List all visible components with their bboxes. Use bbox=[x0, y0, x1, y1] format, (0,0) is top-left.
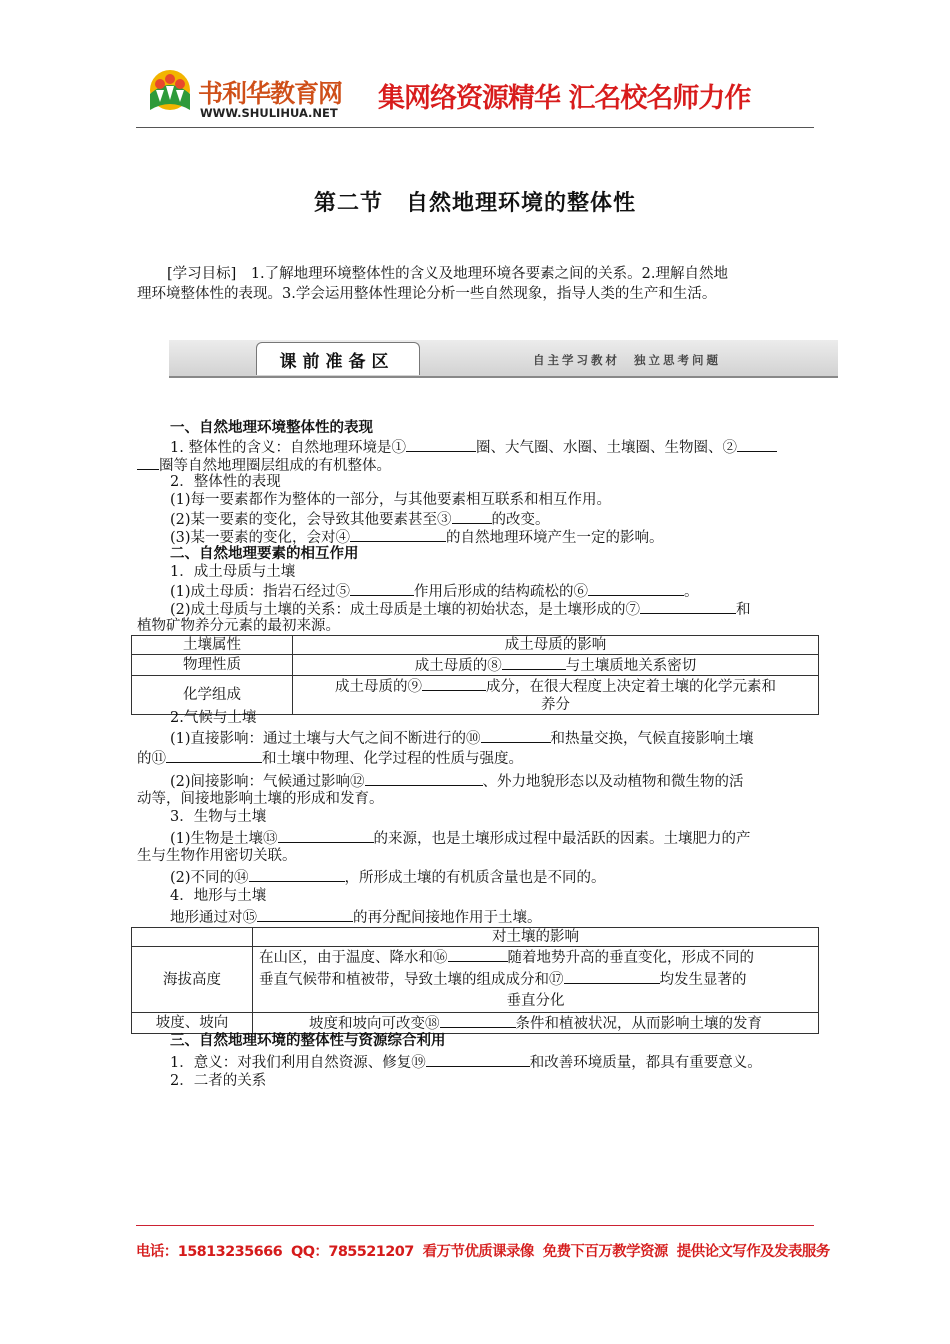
blank-9[interactable] bbox=[422, 676, 486, 691]
table-cell: 在山区，由于温度、降水和⑯ 随着地势升高的垂直变化，形成不同的 垂直气候带和植被带，导致土壤的组成成分和⑰ 均发生显著的 垂直分化 bbox=[253, 947, 819, 1013]
text-line: (2)不同的⑭ ，所形成土壤的有机质含量也是不同的。 bbox=[170, 867, 606, 887]
blank-19[interactable] bbox=[426, 1052, 530, 1067]
learning-goals bbox=[137, 264, 815, 304]
table-row-label: 海拔高度 bbox=[132, 947, 253, 1013]
text-line: 2.气候与土壤 bbox=[170, 710, 257, 726]
blank-7[interactable] bbox=[640, 599, 736, 614]
text-line: 1．成土母质与土壤 bbox=[170, 564, 296, 580]
blank-13[interactable] bbox=[278, 828, 374, 843]
text-line: (1)成土母质：指岩石经过⑤ 作用后形成的结构疏松的⑥ 。 bbox=[170, 581, 699, 601]
section-band-label: 课前准备区 bbox=[279, 352, 395, 372]
table-row-label: 物理性质 bbox=[132, 655, 293, 676]
blank-2-cont[interactable] bbox=[137, 455, 159, 470]
text-line: 圈等自然地理圈层组成的有机整体。 bbox=[137, 455, 391, 475]
blank-1[interactable] bbox=[406, 437, 476, 452]
text-line: (2)成土母质与土壤的关系：成土母质是土壤的初始状态，是土壤形成的⑦ 和 bbox=[170, 599, 751, 619]
table-row-label: 化学组成 bbox=[132, 676, 293, 715]
table-header-cell bbox=[132, 928, 253, 947]
page-title: 第二节 自然地理环境的整体性 bbox=[313, 191, 636, 216]
blank-6[interactable] bbox=[588, 581, 684, 596]
text-line: 2．二者的关系 bbox=[170, 1073, 267, 1089]
learning-goals-line: [学习目标] 1.了解地理环境整体性的含义及地理环境各要素之间的关系。2.理解自然地 bbox=[167, 266, 728, 282]
text-line: 4．地形与土壤 bbox=[170, 888, 267, 904]
text-line: (3)某一要素的变化，会对④ 的自然地理环境产生一定的影响。 bbox=[170, 527, 664, 547]
blank-15[interactable] bbox=[257, 907, 353, 922]
blank-14[interactable] bbox=[249, 867, 345, 882]
text-line: 1. 整体性的含义：自然地理环境是① 圈、大气圈、水圈、土壤圈、生物圈、② bbox=[170, 437, 777, 457]
blank-4[interactable] bbox=[350, 527, 446, 542]
text-line: 植物矿物养分元素的最初来源。 bbox=[137, 618, 340, 634]
table-header-cell: 对土壤的影响 bbox=[253, 928, 819, 947]
blank-3[interactable] bbox=[452, 509, 492, 524]
blank-12[interactable] bbox=[365, 771, 483, 786]
section-heading: 三、自然地理环境的整体性与资源综合利用 bbox=[170, 1033, 446, 1049]
blank-11[interactable] bbox=[166, 748, 262, 763]
blank-8[interactable] bbox=[502, 655, 566, 670]
section-heading: 二、自然地理要素的相互作用 bbox=[170, 546, 359, 562]
text-line: 1．意义：对我们利用自然资源、修复⑲ 和改善环境质量，都具有重要意义。 bbox=[170, 1052, 762, 1072]
text-line: 2．整体性的表现 bbox=[170, 474, 281, 490]
table-header-cell: 成土母质的影响 bbox=[293, 636, 819, 655]
blank-18[interactable] bbox=[440, 1013, 516, 1028]
brand-name: 书利华教育网 bbox=[198, 79, 343, 108]
text-line: (2)间接影响：气候通过影响⑫ 、外力地貌形态以及动植物和微生物的活 bbox=[170, 771, 744, 791]
table-row-label: 坡度、坡向 bbox=[132, 1013, 253, 1034]
learning-goals-line: 理环境整体性的表现。3.学会运用整体性理论分析一些自然现象，指导人类的生产和生活。 bbox=[137, 286, 717, 302]
text-line: (1)生物是土壤⑬ 的来源，也是土壤形成过程中最活跃的因素。土壤肥力的产 bbox=[170, 828, 751, 848]
header-slogan: 集网络资源精华 汇名校名师力作 bbox=[378, 83, 751, 114]
site-logo-icon bbox=[140, 68, 200, 116]
section-band-slogan: 自主学习教材 独立思考问题 bbox=[533, 353, 722, 367]
blank-16[interactable] bbox=[448, 947, 508, 962]
table-header-cell: 土壤属性 bbox=[132, 636, 293, 655]
terrain-table bbox=[131, 927, 819, 1034]
blank-10[interactable] bbox=[481, 728, 551, 743]
header-divider bbox=[136, 127, 814, 128]
text-line: 3．生物与土壤 bbox=[170, 809, 267, 825]
section-heading: 一、自然地理环境整体性的表现 bbox=[170, 420, 373, 436]
blank-17[interactable] bbox=[564, 969, 660, 984]
footer-contact: 电话：15813235666 QQ：785521207 看万节优质课录像 免费下百万教学资源 提供论文写作及发表服务 bbox=[136, 1244, 830, 1260]
blank-5[interactable] bbox=[350, 581, 414, 596]
text-line: (1)每一要素都作为整体的一部分，与其他要素相互联系和相互作用。 bbox=[170, 492, 612, 508]
soil-parent-table bbox=[131, 635, 819, 715]
text-line: (1)直接影响：通过土壤与大气之间不断进行的⑩ 和热量交换，气候直接影响土壤 bbox=[170, 728, 754, 748]
text-line: 生与生物作用密切关联。 bbox=[137, 848, 297, 864]
text-line: 地形通过对⑮ 的再分配间接地作用于土壤。 bbox=[170, 907, 542, 927]
table-cell: 成土母质的⑨ 成分，在很大程度上决定着土壤的化学元素和 养分 bbox=[293, 676, 819, 715]
blank-2[interactable] bbox=[737, 437, 777, 452]
table-cell: 成土母质的⑧ 与土壤质地关系密切 bbox=[293, 655, 819, 676]
footer-divider bbox=[136, 1225, 814, 1226]
text-line: 动等，间接地影响土壤的形成和发育。 bbox=[137, 791, 384, 807]
brand-url: WWW.SHULIHUA.NET bbox=[200, 106, 338, 120]
text-line: 的⑪ 和土壤中物理、化学过程的性质与强度。 bbox=[137, 748, 523, 768]
table-cell: 坡度和坡向可改变⑱ 条件和植被状况，从而影响土壤的发育 bbox=[253, 1013, 819, 1034]
text-line: (2)某一要素的变化，会导致其他要素甚至③ 的改变。 bbox=[170, 509, 550, 529]
